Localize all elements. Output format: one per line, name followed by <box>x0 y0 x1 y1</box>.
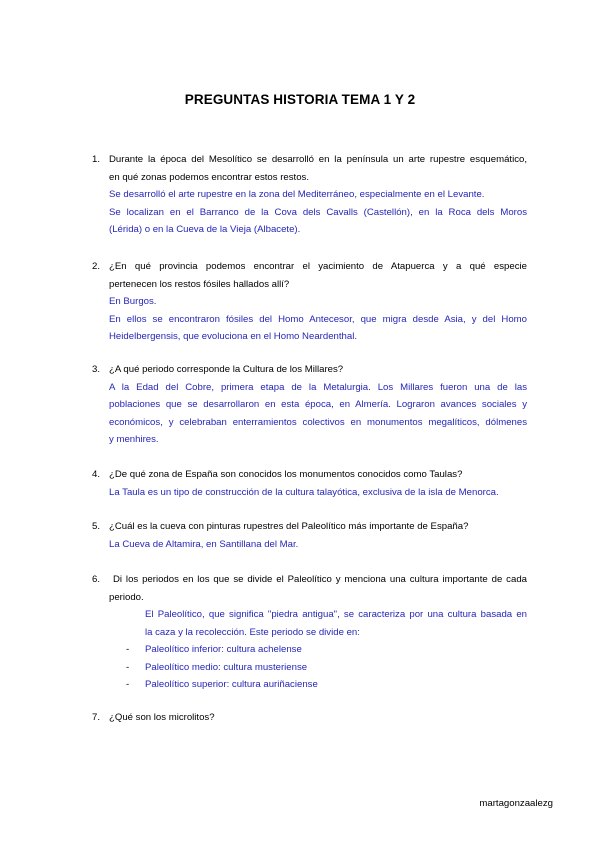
question-number: 2. <box>92 261 101 272</box>
answer-text: (Lérida) o en la Cueva de la Vieja (Albacete). <box>109 224 301 235</box>
answer-text: En ellos se encontraron fósiles del Homo Antecesor, que migra desde Asia, y del Homo <box>109 313 527 325</box>
answer-text: Heidelbergensis, que evoluciona en el Homo Neardenthal. <box>109 331 357 342</box>
question-text: periodo. <box>109 591 144 603</box>
bullet-dash: - <box>126 644 130 655</box>
question-text: en qué zonas podemos encontrar estos restos. <box>109 171 309 183</box>
bullet-item: Paleolítico superior: cultura auriñaciense <box>145 679 318 690</box>
question-number: 1. <box>92 154 101 165</box>
answer-text: económicos, y celebraban enterramientos colectivos en monumentos megalíticos, dólmenes <box>109 416 527 428</box>
bullet-dash: - <box>126 661 130 673</box>
answer-text: En Burgos. <box>109 296 157 307</box>
question-number: 7. <box>92 712 101 723</box>
page-title: PREGUNTAS HISTORIA TEMA 1 Y 2 <box>184 92 416 107</box>
question-text: pertenecen los restos fósiles hallados allí? <box>109 278 290 290</box>
question-text: ¿Cuál es la cueva con pinturas rupestres del Paleolítico más importante de España? <box>109 521 469 532</box>
question-number: 3. <box>92 364 101 375</box>
answer-text: y menhires. <box>109 434 159 445</box>
answer-text: Se localizan en el Barranco de la Cova dels Cavalls (Castellón), en la Roca dels Moros <box>109 206 527 218</box>
question-number: 5. <box>92 521 101 532</box>
bullet-item: Paleolítico inferior: cultura achelense <box>145 644 302 655</box>
question-text: ¿De qué zona de España son conocidos los monumentos conocidos como Taulas? <box>109 469 463 480</box>
answer-text: A la Edad del Cobre, primera etapa de la Metalurgia. Los Millares fueron una de las <box>109 381 527 393</box>
bullet-item: Paleolítico medio: cultura musteriense <box>145 661 308 673</box>
answer-text: La Cueva de Altamira, en Santillana del Mar. <box>109 538 299 550</box>
answer-text: Se desarrolló el arte rupestre en la zona del Mediterráneo, especialmente en el Levante. <box>109 189 485 200</box>
answer-text: El Paleolítico, que significa "piedra antigua", se caracteriza por una cultura basada en <box>145 609 527 620</box>
answer-text: La Taula es un tipo de construcción de la cultura talayótica, exclusiva de la isla de Menorca. <box>109 486 499 498</box>
question-number: 6. <box>92 574 101 585</box>
answer-text: la caza y la recolección. Este periodo se divide en: <box>145 626 360 638</box>
question-number: 4. <box>92 469 101 480</box>
question-text: ¿Qué son los microlitos? <box>109 712 215 723</box>
question-text: ¿A qué periodo corresponde la Cultura de los Millares? <box>109 364 344 375</box>
bullet-dash: - <box>126 679 130 690</box>
author-footer: martagonzaalezg <box>479 798 553 809</box>
answer-text: poblaciones que se desarrollaron en esta época, en Almería. Lograron avances sociales y <box>109 399 527 410</box>
question-text: ¿En qué provincia podemos encontrar el yacimiento de Atapuerca y a qué especie <box>109 261 527 272</box>
question-text: Durante la época del Mesolítico se desarrolló en la península un arte rupestre esquemático, <box>109 154 527 165</box>
question-text: Di los periodos en los que se divide el Paleolítico y menciona una cultura importante de cada <box>113 574 527 585</box>
